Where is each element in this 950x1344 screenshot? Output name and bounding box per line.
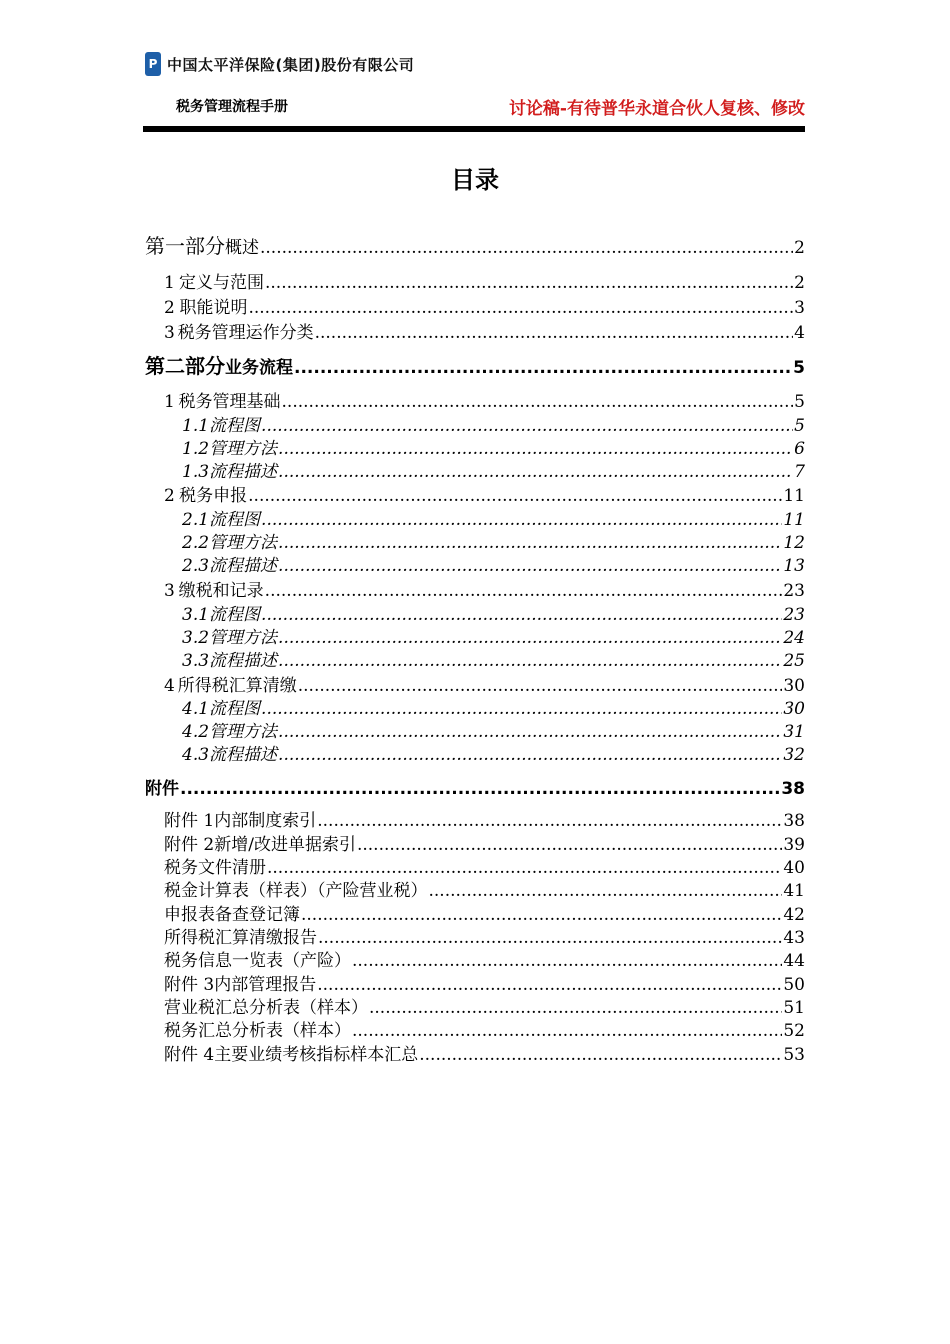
toc-entry-label: 职能说明 xyxy=(179,298,248,318)
dot-leader xyxy=(278,722,782,742)
toc-entry-number: 4 xyxy=(164,676,175,696)
toc-entry-label: 内部制度索引 xyxy=(214,811,317,831)
toc-entry-number: 2 xyxy=(164,298,175,318)
toc-entry[interactable] xyxy=(182,646,805,671)
toc-entry[interactable] xyxy=(164,830,805,855)
toc-entry-number: 1.2 xyxy=(182,439,210,459)
toc-entry-page: 51 xyxy=(783,998,805,1018)
toc-entry[interactable] xyxy=(182,623,805,648)
toc-entry[interactable] xyxy=(182,600,805,625)
toc-entry[interactable] xyxy=(182,717,805,742)
logo-mark-icon: P xyxy=(145,52,161,76)
toc-entry-page: 38 xyxy=(783,811,805,831)
toc-entry-number: 4.1 xyxy=(182,699,210,719)
dot-leader xyxy=(278,628,782,648)
dot-leader xyxy=(294,358,792,378)
toc-entry-page: 44 xyxy=(783,951,805,971)
toc-entry[interactable] xyxy=(164,576,805,601)
dot-leader xyxy=(357,835,782,855)
toc-entry[interactable] xyxy=(164,900,805,925)
toc-entry[interactable] xyxy=(164,268,805,293)
dot-leader xyxy=(278,439,793,459)
dot-leader xyxy=(369,998,782,1018)
toc-entry-page: 24 xyxy=(783,628,805,648)
dot-leader xyxy=(278,533,782,553)
toc-entry-label: 缴税和记录 xyxy=(178,581,264,601)
toc-entry[interactable] xyxy=(182,694,805,719)
toc-entry-label: 流程图 xyxy=(209,605,261,625)
toc-entry-number: 2.2 xyxy=(182,533,210,553)
toc-entry[interactable] xyxy=(164,387,805,412)
toc-entry[interactable] xyxy=(182,434,805,459)
toc-entry-number: 3.3 xyxy=(182,651,210,671)
toc-entry-number: 4.2 xyxy=(182,722,210,742)
toc-entry[interactable] xyxy=(164,970,805,995)
dot-leader xyxy=(317,975,782,995)
toc-entry-part1[interactable] xyxy=(145,230,805,259)
toc-entry-number: 第一部分 xyxy=(145,234,225,258)
toc-entry-label: 管理方法 xyxy=(209,439,278,459)
toc-entry[interactable] xyxy=(164,923,805,948)
dot-leader xyxy=(180,779,780,799)
toc-entry-page: 39 xyxy=(783,835,805,855)
toc-entry[interactable] xyxy=(164,946,805,971)
dot-leader xyxy=(261,605,782,625)
toc-entry-number: 2.1 xyxy=(182,510,210,530)
toc-entry-label: 流程描述 xyxy=(209,745,278,765)
toc-entry-label: 流程描述 xyxy=(209,651,278,671)
toc-entry-page: 25 xyxy=(783,651,805,671)
company-name: 中国太平洋保险(集团)股份有限公司 xyxy=(167,55,415,74)
toc-entry-page: 31 xyxy=(783,722,805,742)
dot-leader xyxy=(282,392,794,412)
dot-leader xyxy=(298,676,783,696)
dot-leader xyxy=(419,1045,782,1065)
toc-entry[interactable] xyxy=(164,481,805,506)
toc-entry-label: 流程图 xyxy=(209,510,261,530)
dot-leader xyxy=(260,238,793,258)
toc-entry-page: 2 xyxy=(794,273,805,293)
draft-note: 讨论稿-有待普华永道合伙人复核、修改 xyxy=(508,99,805,119)
toc-entry-number: 1.1 xyxy=(182,416,210,436)
toc-entry-number: 附件 2 xyxy=(164,835,215,855)
toc-entry[interactable] xyxy=(182,457,805,482)
dot-leader xyxy=(317,811,782,831)
toc-entry-page: 2 xyxy=(794,238,805,258)
dot-leader xyxy=(248,486,782,506)
toc-entry-label: 管理方法 xyxy=(209,722,278,742)
dot-leader xyxy=(267,858,782,878)
toc-entry-label: 新增/改进单据索引 xyxy=(214,835,356,855)
toc-entry-page: 7 xyxy=(794,462,805,482)
toc-entry-label: 流程图 xyxy=(209,416,261,436)
toc-entry-label: 所得税汇算清缴 xyxy=(177,676,297,696)
toc-entry-label: 申报表备查登记簿 xyxy=(164,905,300,925)
toc-entry[interactable] xyxy=(164,671,805,696)
dot-leader xyxy=(265,273,793,293)
toc-entry-number: 3 xyxy=(164,581,175,601)
toc-entry[interactable] xyxy=(164,993,805,1018)
dot-leader xyxy=(248,298,793,318)
page-title: 目录 xyxy=(451,166,499,194)
toc-entry[interactable] xyxy=(182,528,805,553)
toc-entry-page: 4 xyxy=(794,323,805,343)
toc-entry-number: 附件 1 xyxy=(164,811,215,831)
dot-leader xyxy=(265,581,783,601)
toc-entry-label: 税务文件清册 xyxy=(164,858,266,878)
dot-leader xyxy=(261,510,782,530)
toc-entry-label: 流程图 xyxy=(209,699,261,719)
toc-entry-number: 3.1 xyxy=(182,605,210,625)
toc-entry-label: 税务信息一览表（产险） xyxy=(164,951,351,971)
toc-entry-number: 3.2 xyxy=(182,628,210,648)
toc-entry[interactable] xyxy=(164,318,805,343)
dot-leader xyxy=(352,1021,782,1041)
toc-entry-page: 23 xyxy=(783,581,805,601)
toc-entry[interactable] xyxy=(164,876,805,901)
toc-entry-page: 41 xyxy=(783,881,805,901)
toc-entry-label: 税务申报 xyxy=(179,486,248,506)
dot-leader xyxy=(429,881,783,901)
toc-entry[interactable] xyxy=(182,505,805,530)
dot-leader xyxy=(261,699,782,719)
toc-entry[interactable] xyxy=(182,411,805,436)
toc-entry-label: 税金计算表（样表）（产险营业税） xyxy=(164,881,428,901)
toc-entry-label: 税务管理基础 xyxy=(178,392,281,412)
toc-entry-number: 4.3 xyxy=(182,745,210,765)
toc-entry-label: 概述 xyxy=(225,238,259,258)
toc-entry-page: 38 xyxy=(781,779,805,799)
toc-entry-label: 税务管理运作分类 xyxy=(177,323,314,343)
toc-entry[interactable] xyxy=(164,1016,805,1041)
toc-entry-label: 主要业绩考核指标样本汇总 xyxy=(214,1045,419,1065)
toc-entry-number: 1 xyxy=(164,273,175,293)
toc-entry-label: 定义与范围 xyxy=(178,273,264,293)
dot-leader xyxy=(318,928,782,948)
toc-entry-page: 5 xyxy=(794,392,805,412)
toc-entry-page: 30 xyxy=(783,699,805,719)
toc-entry-page: 23 xyxy=(783,605,805,625)
toc-entry-number: 1.3 xyxy=(182,462,210,482)
dot-leader xyxy=(278,462,793,482)
toc-entry-number: 附件 4 xyxy=(164,1045,215,1065)
toc-entry-page: 50 xyxy=(783,975,805,995)
toc-entry-page: 53 xyxy=(783,1045,805,1065)
dot-leader xyxy=(278,556,782,576)
toc-entry-page: 12 xyxy=(783,533,805,553)
toc-entry-attachments[interactable] xyxy=(145,774,805,799)
toc-entry-label: 流程描述 xyxy=(209,556,278,576)
dot-leader xyxy=(352,951,782,971)
toc-entry-page: 3 xyxy=(794,298,805,318)
toc-entry-page: 5 xyxy=(793,358,805,378)
dot-leader xyxy=(278,745,782,765)
toc-entry-part2[interactable] xyxy=(145,350,805,379)
toc-entry-page: 5 xyxy=(794,416,805,436)
toc-entry-label: 管理方法 xyxy=(209,533,278,553)
toc-entry-page: 43 xyxy=(783,928,805,948)
toc-entry-label: 业务流程 xyxy=(225,358,293,378)
toc-entry-label: 内部管理报告 xyxy=(214,975,317,995)
dot-leader xyxy=(301,905,782,925)
toc-entry-label: 营业税汇总分析表（样本） xyxy=(164,998,368,1018)
toc-entry[interactable] xyxy=(182,551,805,576)
toc-entry-page: 32 xyxy=(783,745,805,765)
toc-entry-number: 2 xyxy=(164,486,175,506)
toc-entry-number: 第二部分 xyxy=(145,354,225,378)
toc-entry-number: 3 xyxy=(164,323,175,343)
toc-entry-page: 52 xyxy=(783,1021,805,1041)
toc-entry[interactable] xyxy=(164,293,805,318)
toc-entry[interactable] xyxy=(164,806,805,831)
toc-entry-page: 40 xyxy=(783,858,805,878)
toc-entry[interactable] xyxy=(182,740,805,765)
toc-entry-number: 2.3 xyxy=(182,556,210,576)
toc-entry-page: 30 xyxy=(783,676,805,696)
dot-leader xyxy=(278,651,782,671)
manual-title: 税务管理流程手册 xyxy=(176,99,288,115)
toc-entry[interactable] xyxy=(164,853,805,878)
toc-entry-page: 13 xyxy=(783,556,805,576)
dot-leader xyxy=(261,416,793,436)
toc-entry-label: 流程描述 xyxy=(209,462,278,482)
toc-entry-page: 42 xyxy=(783,905,805,925)
toc-entry-page: 11 xyxy=(783,510,805,530)
toc-entry-number: 附件 3 xyxy=(164,975,215,995)
toc-entry-number: 1 xyxy=(164,392,175,412)
toc-entry-label: 附件 xyxy=(145,779,179,799)
toc-entry-label: 税务汇总分析表（样本） xyxy=(164,1021,351,1041)
toc-entry-page: 11 xyxy=(783,486,805,506)
toc-entry-label: 所得税汇算清缴报告 xyxy=(164,928,317,948)
toc-entry-page: 6 xyxy=(794,439,805,459)
toc-entry-label: 管理方法 xyxy=(209,628,278,648)
toc-entry[interactable] xyxy=(164,1040,805,1065)
dot-leader xyxy=(315,323,794,343)
